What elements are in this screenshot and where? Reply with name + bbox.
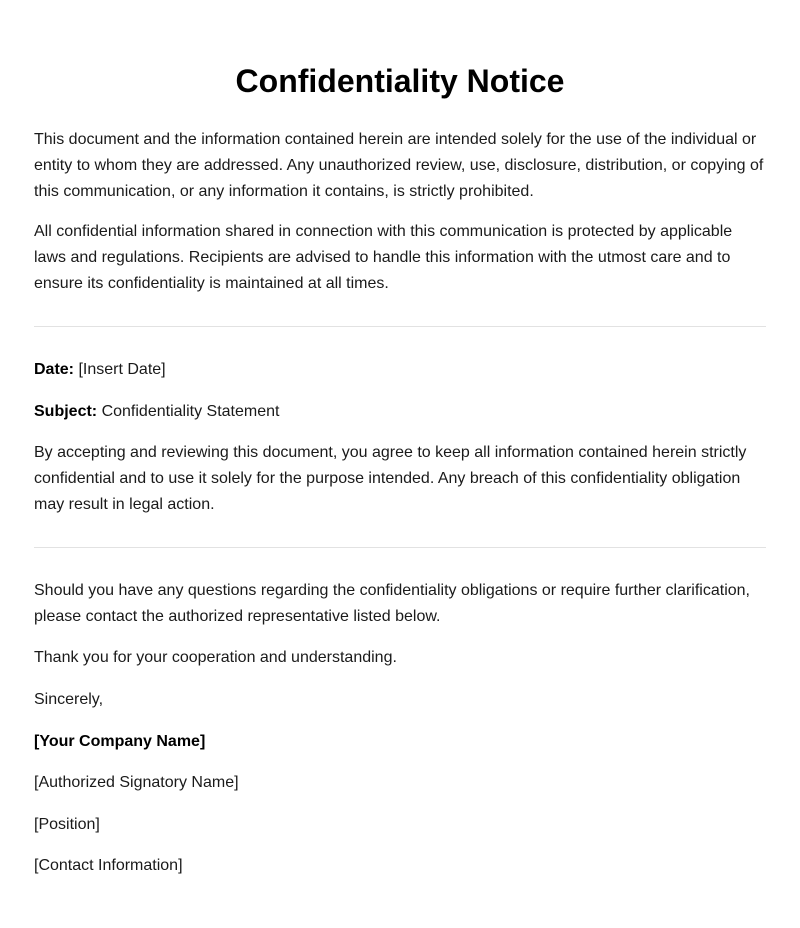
intro-paragraph-1: This document and the information contained herein are intended solely for the use of the individual or entity to whom they are addressed. Any unauthorized review, use, disclosure, distribution, or copying of this communication, or any information it contains, is strictly prohibited. xyxy=(34,131,764,200)
signatory-position: [Position] xyxy=(34,816,100,833)
subject-line xyxy=(34,399,766,425)
date-label: Date: xyxy=(34,361,75,378)
date-value: [Insert Date] xyxy=(78,361,166,378)
contact-information: [Contact Information] xyxy=(34,857,183,874)
company-name: [Your Company Name] xyxy=(34,733,206,750)
thanks-paragraph: Thank you for your cooperation and understanding. xyxy=(34,649,397,666)
agreement-paragraph: By accepting and reviewing this document, you agree to keep all information contained herein strictly confidential and to use it solely for the purpose intended. Any breach of this confidentiality obligation may result in legal action. xyxy=(34,444,747,513)
date-line xyxy=(34,357,766,383)
signatory-name: [Authorized Signatory Name] xyxy=(34,774,239,791)
section-divider-1 xyxy=(34,326,766,327)
closing-salutation: Sincerely, xyxy=(34,691,104,708)
contact-paragraph: Should you have any questions regarding the confidentiality obligations or require further clarification, please contact the authorized representative listed below. xyxy=(34,582,750,625)
intro-paragraph-2: All confidential information shared in connection with this communication is protected by applicable laws and regulations. Recipients are advised to handle this information with the utmost care and to ensure its confidentiality is maintained at all times. xyxy=(34,223,733,292)
section-divider-2 xyxy=(34,547,766,548)
page-title: Confidentiality Notice xyxy=(235,63,565,99)
subject-label: Subject: xyxy=(34,403,98,420)
subject-value: Confidentiality Statement xyxy=(101,403,280,420)
